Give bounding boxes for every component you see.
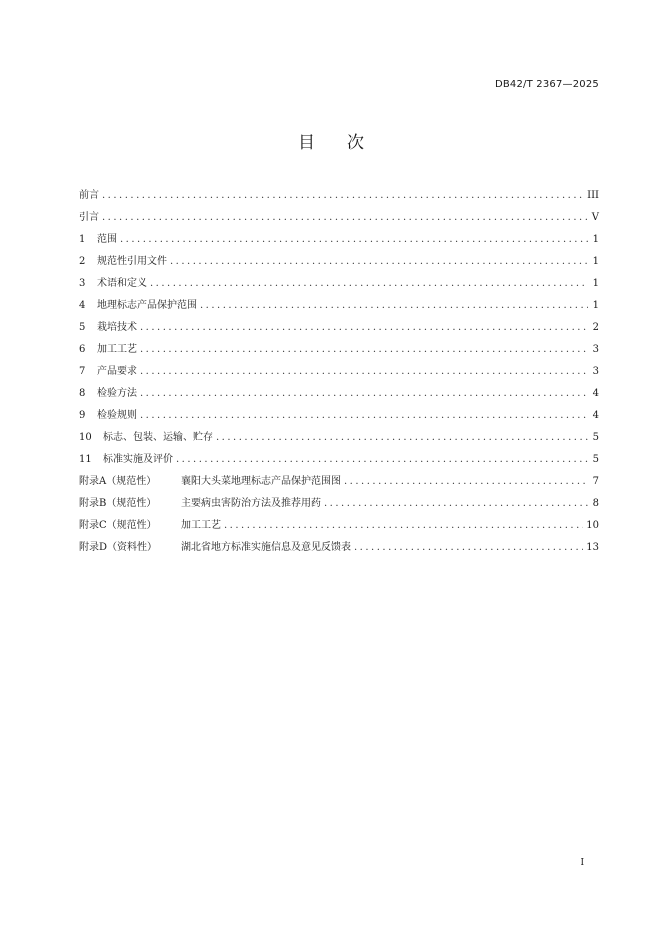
toc-entry-number: 6 [79,344,86,355]
toc-entry-number: 5 [79,322,86,333]
toc-entry-number: 1 [79,234,86,245]
toc-entry-page: 5 [592,454,599,465]
toc-leader-dots [102,210,588,226]
toc-leader-dots [324,496,588,512]
toc-entry-label: 加工工艺 [97,344,137,355]
toc-entry-page: 1 [592,256,599,267]
toc-entry-page: 3 [592,366,599,377]
toc-entry-page: V [591,212,599,223]
toc-entry-page: III [587,190,599,201]
toc-entry-label: 术语和定义 [97,278,147,289]
toc-entry-page: 4 [592,388,599,399]
toc-entry-inspection-rules[interactable] [79,408,599,430]
toc-entry-page: 2 [592,322,599,333]
toc-entry-test-methods[interactable] [79,386,599,408]
toc-entry-page: 13 [586,542,599,553]
toc-entry-page: 4 [592,410,599,421]
document-code: DB42/T 2367—2025 [494,79,599,90]
toc-entry-label: 主要病虫害防治方法及推荐用药 [181,498,321,509]
page-title [0,128,662,153]
toc-leader-dots [120,232,588,248]
toc-entry-label: 检验方法 [97,388,137,399]
toc-entry-label: 加工工艺 [181,520,221,531]
toc-entry-number: 7 [79,366,86,377]
toc-leader-dots [344,474,588,490]
toc-entry-terms-definitions[interactable] [79,276,599,298]
toc-entry-marking-packaging[interactable] [79,430,599,452]
toc-entry-number: 附录D（资料性） [79,542,158,553]
toc-entry-implementation-evaluation[interactable] [79,452,599,474]
toc-leader-dots [140,320,588,336]
toc-entry-number: 附录C（规范性） [79,520,157,531]
toc-entry-number: 2 [79,256,86,267]
toc-leader-dots [140,364,588,380]
toc-entry-foreword[interactable] [79,188,599,210]
toc-leader-dots [354,540,583,556]
toc-entry-label: 规范性引用文件 [97,256,167,267]
toc-entry-page: 10 [586,520,599,531]
toc-entry-label: 前言 [79,190,99,201]
toc-entry-page: 1 [592,278,599,289]
toc-entry-label: 地理标志产品保护范围 [97,300,197,311]
toc-entry-label: 检验规则 [97,410,137,421]
title-char: 次 [347,133,364,153]
toc-entry-number: 9 [79,410,86,421]
toc-entry-page: 5 [592,432,599,443]
toc-entry-label: 襄阳大头菜地理标志产品保护范围图 [181,476,341,487]
table-of-contents [79,188,599,562]
toc-entry-number: 附录A（规范性） [79,476,157,487]
toc-entry-cultivation[interactable] [79,320,599,342]
toc-entry-appendix-d[interactable] [79,540,599,562]
toc-entry-introduction[interactable] [79,210,599,232]
toc-leader-dots [140,408,588,424]
toc-entry-page: 8 [592,498,599,509]
toc-entry-product-requirements[interactable] [79,364,599,386]
toc-entry-page: 7 [592,476,599,487]
toc-leader-dots [224,518,583,534]
toc-entry-normative-references[interactable] [79,254,599,276]
toc-entry-label: 标志、包装、运输、贮存 [103,432,213,443]
toc-entry-appendix-a[interactable] [79,474,599,496]
toc-entry-number: 8 [79,388,86,399]
toc-entry-processing[interactable] [79,342,599,364]
page-number: I [580,858,584,868]
toc-entry-number: 10 [79,432,92,443]
toc-leader-dots [140,386,588,402]
toc-entry-scope[interactable] [79,232,599,254]
title-char: 目 [298,133,315,153]
toc-entry-number: 3 [79,278,86,289]
toc-entry-page: 3 [592,344,599,355]
toc-entry-label: 引言 [79,212,99,223]
toc-leader-dots [170,254,588,270]
toc-leader-dots [200,298,588,314]
toc-leader-dots [216,430,588,446]
toc-entry-number: 11 [79,454,92,465]
toc-leader-dots [102,188,584,204]
toc-entry-appendix-b[interactable] [79,496,599,518]
toc-entry-appendix-c[interactable] [79,518,599,540]
toc-entry-page: 1 [592,234,599,245]
toc-leader-dots [150,276,588,292]
toc-entry-label: 范围 [97,234,117,245]
toc-entry-label: 栽培技术 [97,322,137,333]
toc-leader-dots [176,452,588,468]
toc-leader-dots [140,342,588,358]
toc-entry-page: 1 [592,300,599,311]
toc-entry-label: 标准实施及评价 [103,454,173,465]
toc-entry-protection-scope[interactable] [79,298,599,320]
toc-entry-label: 产品要求 [97,366,137,377]
toc-entry-number: 附录B（规范性） [79,498,157,509]
toc-entry-number: 4 [79,300,86,311]
toc-entry-label: 湖北省地方标准实施信息及意见反馈表 [181,542,351,553]
